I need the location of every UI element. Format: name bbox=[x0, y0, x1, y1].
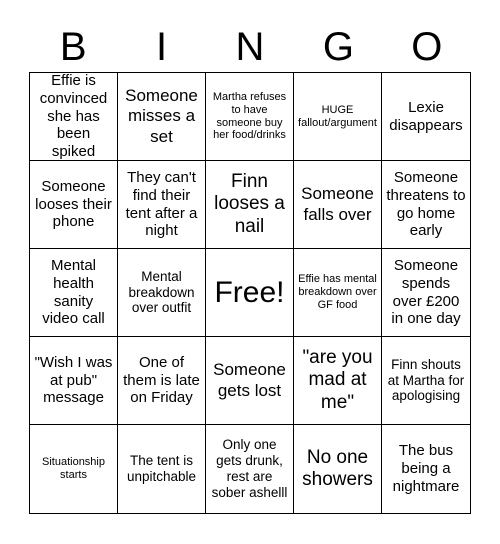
bingo-cell[interactable]: Finn looses a nail bbox=[206, 161, 294, 249]
bingo-cell[interactable]: "are you mad at me" bbox=[294, 337, 382, 425]
bingo-cell[interactable]: Someone falls over bbox=[294, 161, 382, 249]
bingo-cell[interactable]: Someone looses their phone bbox=[30, 161, 118, 249]
bingo-cell[interactable]: Situationship starts bbox=[30, 425, 118, 513]
header-letter-o: O bbox=[411, 25, 443, 69]
bingo-cell[interactable]: Only one gets drunk, rest are sober ashelll bbox=[206, 425, 294, 513]
header-letter-n: N bbox=[235, 25, 265, 69]
bingo-cell[interactable]: Effie has mental breakdown over GF food bbox=[294, 249, 382, 337]
bingo-cell[interactable]: Mental health sanity video call bbox=[30, 249, 118, 337]
bingo-cell[interactable]: Someone spends over £200 in one day bbox=[382, 249, 470, 337]
bingo-cell[interactable]: Martha refuses to have someone buy her food/drinks bbox=[206, 73, 294, 161]
bingo-cell[interactable]: They can't find their tent after a night bbox=[118, 161, 206, 249]
bingo-cell[interactable]: Finn shouts at Martha for apologising bbox=[382, 337, 470, 425]
header-letter-i: I bbox=[156, 25, 168, 69]
bingo-grid bbox=[29, 72, 471, 514]
bingo-cell[interactable]: Effie is convinced she has been spiked bbox=[30, 73, 118, 161]
free-space[interactable]: Free! bbox=[206, 249, 294, 337]
bingo-cell[interactable]: One of them is late on Friday bbox=[118, 337, 206, 425]
bingo-header bbox=[29, 22, 471, 72]
bingo-cell[interactable]: No one showers bbox=[294, 425, 382, 513]
bingo-cell[interactable]: Someone threatens to go home early bbox=[382, 161, 470, 249]
bingo-cell[interactable]: The tent is unpitchable bbox=[118, 425, 206, 513]
header-letter-g: G bbox=[322, 25, 354, 69]
header-letter-b: B bbox=[59, 25, 87, 69]
bingo-cell[interactable]: HUGE fallout/argument bbox=[294, 73, 382, 161]
bingo-cell[interactable]: Lexie disappears bbox=[382, 73, 470, 161]
bingo-cell[interactable]: Someone misses a set bbox=[118, 73, 206, 161]
bingo-cell[interactable]: Someone gets lost bbox=[206, 337, 294, 425]
bingo-cell[interactable]: The bus being a nightmare bbox=[392, 442, 460, 495]
bingo-cell[interactable]: Mental breakdown over outfit bbox=[118, 249, 206, 337]
bingo-cell[interactable]: "Wish I was at pub" message bbox=[30, 337, 118, 425]
